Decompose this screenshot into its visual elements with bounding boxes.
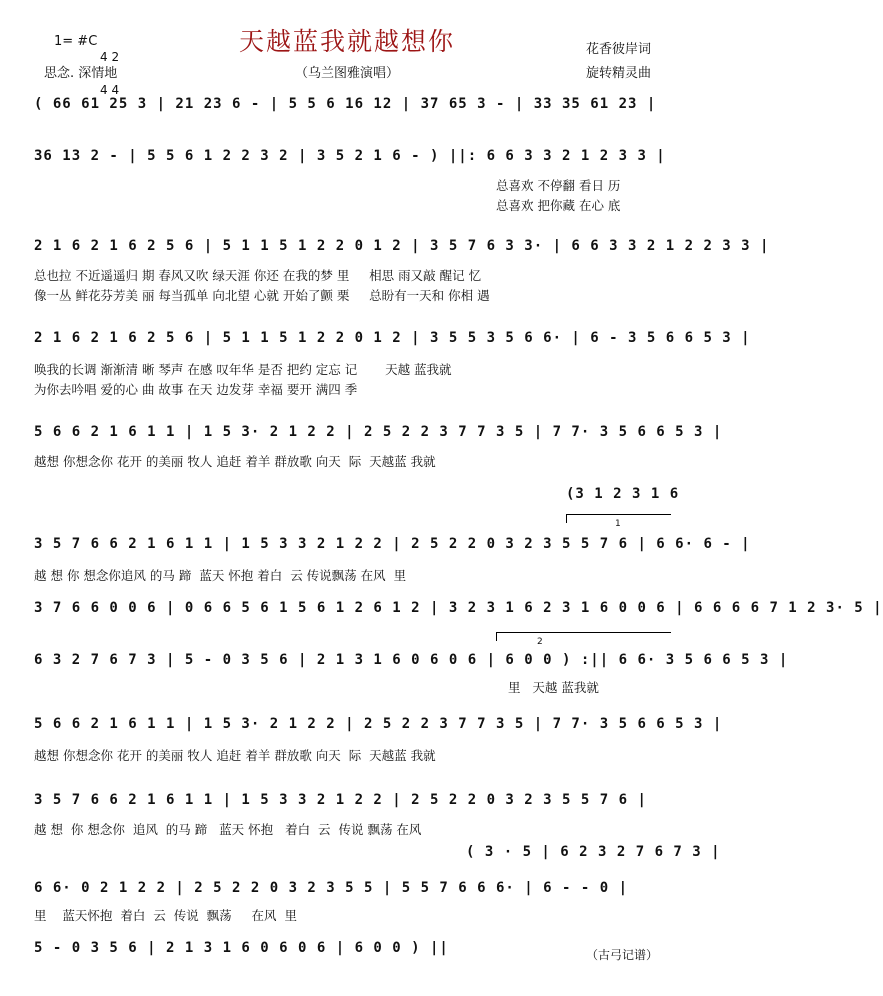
composer-credit: 旋转精灵曲 — [586, 66, 652, 81]
lyric-line-5: 越想 你想念你 花开 的美丽 牧人 追赶 着羊 群放歌 向天 际 天越蓝 我就 — [34, 454, 436, 469]
volta-number-2: 2 — [537, 637, 543, 647]
time-signature-bottom: 4 4 — [100, 83, 120, 97]
score-line-5: 5 6 6 2 1 6 1 1 | 1 5 3· 2 1 2 2 | 2 5 2 2 3 7 7 3 5 | 7 7· 3 5 6 6 5 3 | — [34, 424, 723, 440]
score-line-14: 5 - 0 3 5 6 | 2 1 3 1 6 0 6 0 6 | 6 0 0 ) || — [34, 940, 449, 956]
score-line-7: 3 5 7 6 6 2 1 6 1 1 | 1 5 3 3 2 1 2 2 | 2 5 2 2 0 3 2 3 5 5 7 6 | 6 6· 6 - | — [34, 536, 751, 552]
lyric-line-3a: 总也拉 不近遥遥归 期 春风又吹 绿天涯 你还 在我的梦 里 相思 雨又敲 醒记 忆 — [34, 268, 482, 283]
lyricist-credit: 花香彼岸词 — [586, 42, 652, 57]
score-line-3: 2 1 6 2 1 6 2 5 6 | 5 1 1 5 1 2 2 0 1 2 | 3 5 7 6 3 3· | 6 6 3 3 2 1 2 2 3 3 | — [34, 238, 770, 254]
score-line-13: 6 6· 0 2 1 2 2 | 2 5 2 2 0 3 2 3 5 5 | 5 5 7 6 6 6· | 6 - - 0 | — [34, 880, 629, 896]
score-line-12-interlude: ( 3 · 5 | 6 2 3 2 7 6 7 3 | — [466, 844, 721, 860]
lyric-line-3b: 像一丛 鲜花芬芳美 丽 每当孤单 向北望 心就 开始了颤 栗 总盼有一天和 你相 遇 — [34, 288, 490, 303]
lyric-line-13: 里 蓝天怀抱 着白 云 传说 飘荡 在风 里 — [34, 908, 297, 923]
volta-bracket-2 — [496, 632, 671, 647]
lyric-line-11: 越 想 你 想念你 追风 的马 蹄 蓝天 怀抱 着白 云 传说 飘荡 在风 — [34, 822, 422, 837]
transcriber-credit: （古弓记谱） — [586, 948, 659, 962]
score-line-6-intro: (3 1 2 3 1 6 — [566, 486, 680, 502]
lyric-line-10: 越想 你想念你 花开 的美丽 牧人 追赶 着羊 群放歌 向天 际 天越蓝 我就 — [34, 748, 436, 763]
lyric-line-4b: 为你去吟唱 爱的心 曲 故事 在天 边发芽 幸福 要开 满四 季 — [34, 382, 358, 397]
lyric-line-2a: 总喜欢 不停翻 看日 历 — [496, 178, 621, 193]
score-line-11: 3 5 7 6 6 2 1 6 1 1 | 1 5 3 3 2 1 2 2 | 2 5 2 2 0 3 2 3 5 5 7 6 | — [34, 792, 647, 808]
volta-number-1: 1 — [615, 519, 621, 529]
time-signature-top: 4 2 — [100, 50, 120, 64]
lyric-line-9: 里 天越 蓝我就 — [508, 680, 599, 695]
song-title: 天越蓝我就越想你 — [238, 27, 455, 56]
performer-subtitle: （乌兰图雅演唱） — [294, 66, 399, 81]
lyric-line-4a: 唤我的长调 渐渐清 晰 琴声 在感 叹年华 是否 把约 定忘 记 天越 蓝我就 — [34, 362, 452, 377]
score-line-4: 2 1 6 2 1 6 2 5 6 | 5 1 1 5 1 2 2 0 1 2 | 3 5 5 3 5 6 6· | 6 - 3 5 6 6 5 3 | — [34, 330, 751, 346]
tempo-mood: 思念. 深情地 — [44, 66, 118, 81]
score-line-2: 36 13 2 - | 5 5 6 1 2 2 3 2 | 3 5 2 1 6 - ) ||: 6 6 3 3 2 1 2 3 3 | — [34, 148, 666, 164]
score-line-1: ( 66 61 25 3 | 21 23 6 - | 5 5 6 16 12 | 37 65 3 - | 33 35 61 23 | — [34, 96, 657, 112]
key-signature: 1= #C — [54, 34, 98, 49]
score-line-10: 5 6 6 2 1 6 1 1 | 1 5 3· 2 1 2 2 | 2 5 2 2 3 7 7 3 5 | 7 7· 3 5 6 6 5 3 | — [34, 716, 723, 732]
lyric-line-2b: 总喜欢 把你藏 在心 底 — [496, 198, 621, 213]
lyric-line-7: 越 想 你 想念你追风 的马 蹄 蓝天 怀抱 着白 云 传说飘荡 在风 里 — [34, 568, 407, 583]
score-line-8: 3 7 6 6 0 0 6 | 0 6 6 5 6 1 5 6 1 2 6 1 2 | 3 2 3 1 6 2 3 1 6 0 0 6 | 6 6 6 6 7 1 2 3· 5 | — [34, 600, 883, 616]
score-line-9: 6 3 2 7 6 7 3 | 5 - 0 3 5 6 | 2 1 3 1 6 0 6 0 6 | 6 0 0 ) :|| 6 6· 3 5 6 6 5 3 | — [34, 652, 789, 668]
volta-bracket-1 — [566, 514, 671, 529]
